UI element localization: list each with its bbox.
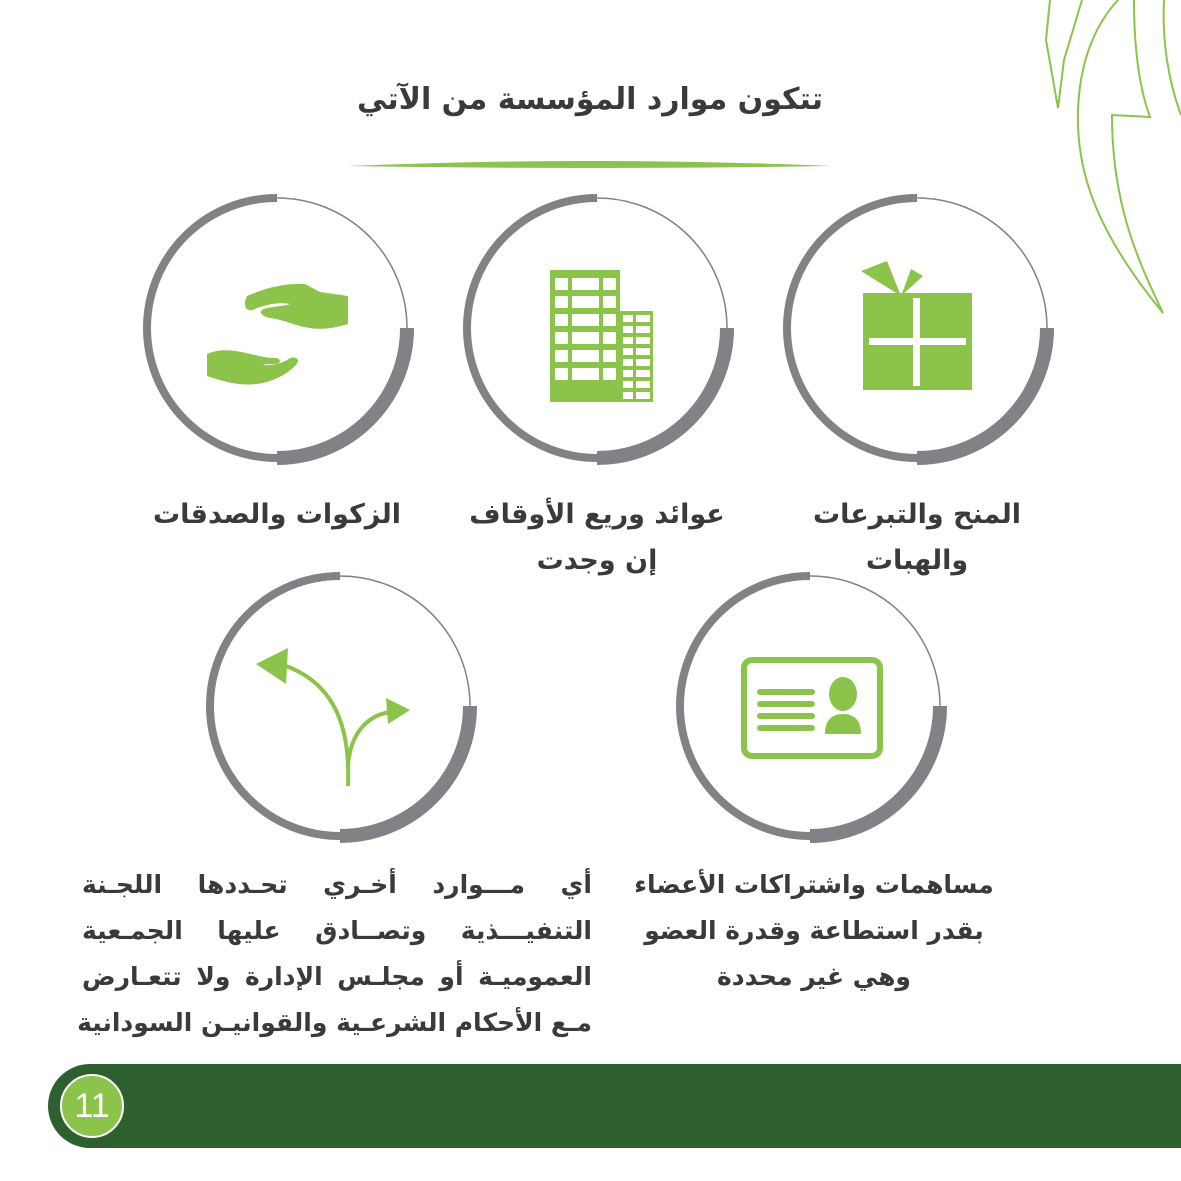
item-label: عوائد وريع الأوقاف إن وجدت [469,499,725,576]
resource-item-memberships [660,556,960,856]
giving-hands-icon [205,278,355,390]
item-paragraph: مساهمات واشتراكات الأعضاء بقدر استطاعة وقدرة العضو وهي غير محددة [634,870,994,991]
resource-item-other [190,556,490,856]
gift-icon [859,256,975,396]
resource-item-grants [767,178,1067,478]
item-label: المنح والتبرعات والهبات [812,499,1022,576]
resource-item-zakat [127,178,427,478]
branching-arrows-icon [250,626,420,796]
item-paragraph: أي مـــوارد أخـري تحـددها اللجـنة التنفيـــذية وتصــادق عليها الجمـعية العموميـة أو مجلـس الإدارة ولا تتعـارض مـع الأحكام الشرعـية والقوانيـن السودانية [77,870,592,1037]
item-label: الزكوات والصدقات [153,499,401,530]
building-icon [550,270,654,404]
footer-bar [48,1064,1181,1148]
id-card-icon [740,656,884,760]
page-title: تتكون موارد المؤسسة من الآتي [357,82,823,117]
resource-item-endowments [447,178,747,478]
title-underline [348,158,832,172]
page-number-badge: 11 [60,1074,124,1138]
